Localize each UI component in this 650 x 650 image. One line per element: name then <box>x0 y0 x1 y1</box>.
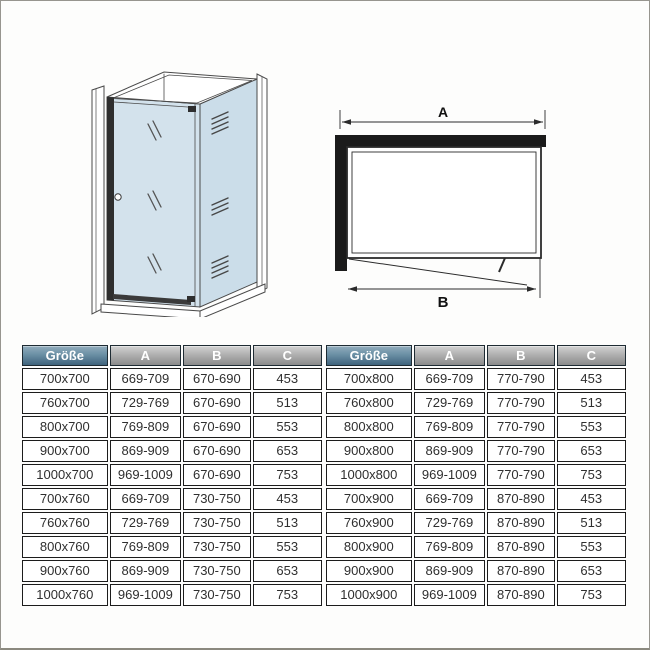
column-header-a: A <box>110 345 181 366</box>
enclosure-outline-outer <box>347 147 541 258</box>
value-cell: 870-890 <box>487 488 554 510</box>
value-cell: 769-809 <box>110 536 181 558</box>
table-row <box>326 536 626 558</box>
table-row <box>326 584 626 606</box>
table-row <box>326 440 626 462</box>
value-cell: 770-790 <box>487 464 554 486</box>
table-row <box>326 392 626 414</box>
table-row <box>22 368 322 390</box>
value-cell: 753 <box>557 464 626 486</box>
value-cell: 669-709 <box>110 488 181 510</box>
value-cell: 770-790 <box>487 392 554 414</box>
value-cell: 513 <box>253 512 322 534</box>
column-header-c: C <box>557 345 626 366</box>
door-swing-line <box>349 259 527 285</box>
value-cell: 753 <box>557 584 626 606</box>
table-row <box>326 512 626 534</box>
value-cell: 753 <box>253 464 322 486</box>
table-header-row <box>326 345 626 366</box>
value-cell: 653 <box>253 440 322 462</box>
value-cell: 770-790 <box>487 440 554 462</box>
wall-profile-left <box>92 86 104 314</box>
size-cell: 1000x800 <box>326 464 412 486</box>
size-cell: 760x800 <box>326 392 412 414</box>
value-cell: 770-790 <box>487 416 554 438</box>
value-cell: 869-909 <box>110 440 181 462</box>
value-cell: 670-690 <box>183 416 250 438</box>
door-hinge-stile <box>107 97 114 301</box>
value-cell: 730-750 <box>183 512 250 534</box>
column-header-a: A <box>414 345 485 366</box>
size-cell: 800x700 <box>22 416 108 438</box>
value-cell: 870-890 <box>487 584 554 606</box>
value-cell: 453 <box>557 368 626 390</box>
table-row <box>326 368 626 390</box>
dimension-a-label: A <box>437 104 449 120</box>
size-cell: 800x760 <box>22 536 108 558</box>
value-cell: 770-790 <box>487 368 554 390</box>
size-tables-section <box>20 343 628 608</box>
value-cell: 769-809 <box>110 416 181 438</box>
plan-drawing <box>333 98 553 310</box>
size-cell: 700x900 <box>326 488 412 510</box>
value-cell: 729-769 <box>414 512 485 534</box>
door-handle-knob <box>115 194 121 200</box>
hinge-top-icon <box>188 106 196 112</box>
size-cell: 700x700 <box>22 368 108 390</box>
table-row <box>22 392 322 414</box>
value-cell: 669-709 <box>414 488 485 510</box>
value-cell: 969-1009 <box>110 584 181 606</box>
size-cell: 900x800 <box>326 440 412 462</box>
table-row <box>22 512 322 534</box>
value-cell: 769-809 <box>414 536 485 558</box>
value-cell: 513 <box>557 392 626 414</box>
value-cell: 769-809 <box>414 416 485 438</box>
value-cell: 730-750 <box>183 536 250 558</box>
door-glass <box>107 97 200 307</box>
hinge-bottom-icon <box>187 296 195 302</box>
value-cell: 553 <box>253 416 322 438</box>
table-row <box>326 464 626 486</box>
column-header-c: C <box>253 345 322 366</box>
value-cell: 553 <box>557 416 626 438</box>
size-cell: 900x760 <box>22 560 108 582</box>
size-cell: 760x760 <box>22 512 108 534</box>
value-cell: 730-750 <box>183 560 250 582</box>
table-header-row <box>22 345 322 366</box>
size-cell: 900x900 <box>326 560 412 582</box>
table-row <box>22 488 322 510</box>
size-table-right <box>324 343 628 608</box>
value-cell: 653 <box>253 560 322 582</box>
size-cell: 1000x760 <box>22 584 108 606</box>
value-cell: 653 <box>557 440 626 462</box>
column-header-b: B <box>183 345 250 366</box>
wall-left <box>335 135 347 271</box>
table-row <box>22 416 322 438</box>
value-cell: 870-890 <box>487 512 554 534</box>
value-cell: 669-709 <box>110 368 181 390</box>
value-cell: 553 <box>557 536 626 558</box>
value-cell: 453 <box>253 488 322 510</box>
value-cell: 453 <box>253 368 322 390</box>
size-cell: 760x700 <box>22 392 108 414</box>
side-panel-glass <box>200 79 257 307</box>
value-cell: 729-769 <box>414 392 485 414</box>
value-cell: 969-1009 <box>110 464 181 486</box>
dimension-b-label: B <box>437 294 449 310</box>
value-cell: 729-769 <box>110 512 181 534</box>
column-header-size: Größe <box>22 345 108 366</box>
size-table-left <box>20 343 324 608</box>
value-cell: 730-750 <box>183 488 250 510</box>
size-cell: 800x900 <box>326 536 412 558</box>
value-cell: 730-750 <box>183 584 250 606</box>
value-cell: 513 <box>253 392 322 414</box>
door-swing-tick <box>499 258 505 272</box>
size-cell: 900x700 <box>22 440 108 462</box>
value-cell: 513 <box>557 512 626 534</box>
value-cell: 870-890 <box>487 536 554 558</box>
value-cell: 669-709 <box>414 368 485 390</box>
table-row <box>326 488 626 510</box>
size-cell: 1000x900 <box>326 584 412 606</box>
table-row <box>22 464 322 486</box>
size-cell: 1000x700 <box>22 464 108 486</box>
table-row <box>22 536 322 558</box>
value-cell: 653 <box>557 560 626 582</box>
isometric-drawing-svg <box>87 57 272 317</box>
value-cell: 670-690 <box>183 368 250 390</box>
table-row <box>22 560 322 582</box>
value-cell: 453 <box>557 488 626 510</box>
value-cell: 553 <box>253 536 322 558</box>
value-cell: 670-690 <box>183 392 250 414</box>
table-row <box>326 416 626 438</box>
value-cell: 869-909 <box>110 560 181 582</box>
isometric-drawing <box>87 57 272 317</box>
value-cell: 869-909 <box>414 440 485 462</box>
plan-drawing-svg <box>333 98 553 310</box>
value-cell: 870-890 <box>487 560 554 582</box>
value-cell: 753 <box>253 584 322 606</box>
table-row <box>22 440 322 462</box>
value-cell: 869-909 <box>414 560 485 582</box>
column-header-b: B <box>487 345 554 366</box>
size-cell: 700x800 <box>326 368 412 390</box>
dimension-b-line <box>348 258 540 298</box>
table-row <box>326 560 626 582</box>
size-cell: 760x900 <box>326 512 412 534</box>
value-cell: 969-1009 <box>414 464 485 486</box>
size-cell: 800x800 <box>326 416 412 438</box>
value-cell: 670-690 <box>183 440 250 462</box>
wall-top <box>335 135 546 147</box>
value-cell: 670-690 <box>183 464 250 486</box>
column-header-size: Größe <box>326 345 412 366</box>
size-cell: 700x760 <box>22 488 108 510</box>
value-cell: 969-1009 <box>414 584 485 606</box>
table-row <box>22 584 322 606</box>
value-cell: 729-769 <box>110 392 181 414</box>
